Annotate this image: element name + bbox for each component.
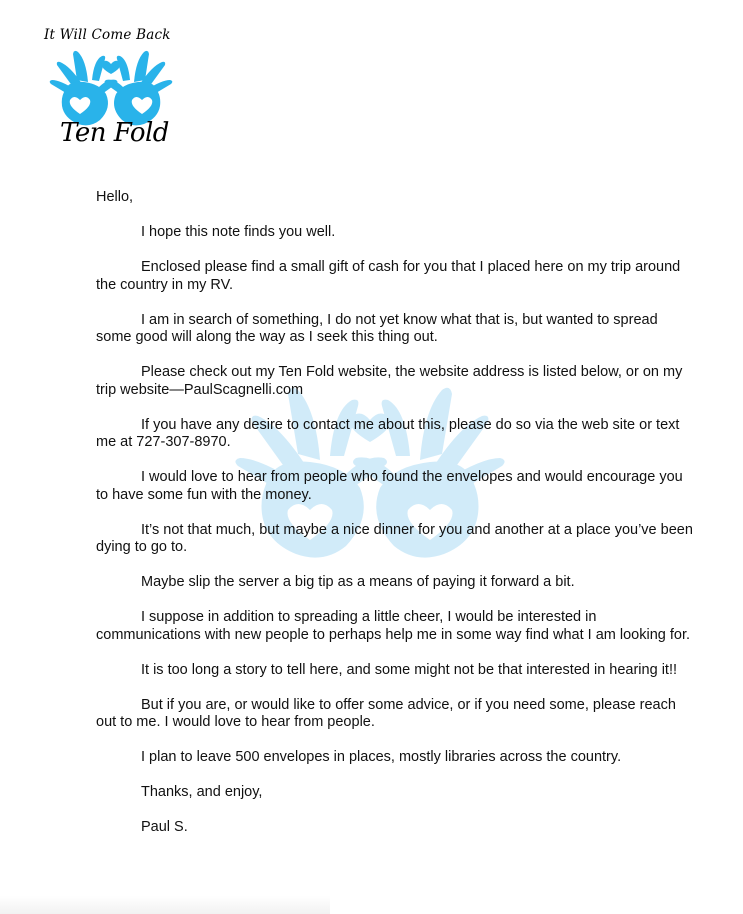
letter-paragraph: Enclosed please find a small gift of cash for you that I placed here on my trip around the country in my RV. bbox=[96, 259, 681, 293]
logo-name: Ten Fold bbox=[60, 118, 169, 148]
page-edge-shadow bbox=[0, 896, 330, 914]
signature: Paul S. bbox=[141, 819, 188, 835]
letter-paragraph: If you have any desire to contact me about this, please do so via the web site or text me at 727-307-8970. bbox=[96, 416, 680, 450]
letter-paragraph: I suppose in addition to spreading a little cheer, I would be interested in communications with new people to perhaps help me in some way find what I am looking for. bbox=[96, 609, 691, 643]
letter-body bbox=[96, 189, 696, 854]
greeting: Hello, bbox=[96, 189, 134, 205]
letter-paragraph: It is too long a story to tell here, and some might not be that interested in hearing it!! bbox=[141, 661, 677, 678]
letter-paragraph: But if you are, or would like to offer some advice, or if you need some, please reach out to me. I would love to hear from people. bbox=[96, 696, 676, 730]
letter-paragraph: Please check out my Ten Fold website, the website address is listed below, or on my trip website—PaulScagnelli.com bbox=[96, 364, 683, 398]
letter-paragraph: Maybe slip the server a big tip as a means of paying it forward a bit. bbox=[141, 574, 575, 590]
letter-paragraph: I am in search of something, I do not yet know what that is, but wanted to spread some good will along the way as I seek this thing out. bbox=[96, 311, 658, 345]
letter-paragraph: I would love to hear from people who found the envelopes and would encourage you to have some fun with the money. bbox=[96, 469, 683, 503]
letter-paragraph: I plan to leave 500 envelopes in places, mostly libraries across the country. bbox=[141, 749, 622, 765]
closing: Thanks, and enjoy, bbox=[141, 784, 263, 800]
logo-tagline: It Will Come Back bbox=[44, 27, 171, 43]
letter-paragraph: I hope this note finds you well. bbox=[141, 224, 336, 240]
letter-paragraph: It’s not that much, but maybe a nice dinner for you and another at a place you’ve been dying to go to. bbox=[96, 521, 693, 555]
